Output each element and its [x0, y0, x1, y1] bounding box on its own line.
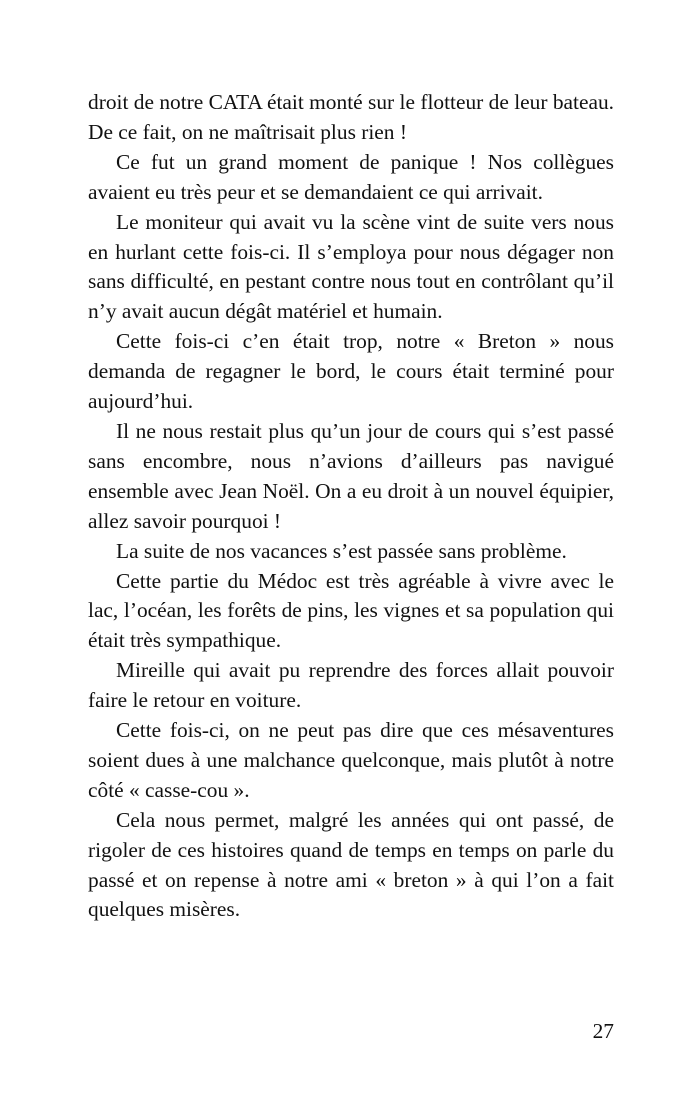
paragraph-7: Cette partie du Médoc est très agréable à vivre avec le lac, l’océan, les forêts de pins, les vignes et sa population qui était très sympathique. — [88, 568, 614, 653]
paragraph-9: Cette fois-ci, on ne peut pas dire que ces mésaventures soient dues à une malchance quelconque, mais plutôt à notre côté « casse-cou ». — [88, 718, 614, 802]
paragraph-10: Cela nous permet, malgré les années qui ont passé, de rigoler de ces histoires quand de temps en temps on parle du passé et on repense à notre ami « breton » à qui l’on a fait quelques misères. — [88, 807, 614, 922]
page-body — [88, 88, 614, 925]
paragraph-6: La suite de nos vacances s’est passée sans problème. — [116, 538, 567, 563]
paragraph-8: Mireille qui avait pu reprendre des forces allait pouvoir faire le retour en voiture. — [88, 658, 614, 713]
paragraph-3: Le moniteur qui avait vu la scène vint de suite vers nous en hurlant cette fois-ci. Il s’employa pour nous dégager non sans difficulté, en pestant contre nous tout en contrôlant qu’il n’y avait aucun dégât matériel et humain. — [88, 209, 614, 324]
paragraph-5: Il ne nous restait plus qu’un jour de cours qui s’est passé sans encombre, nous n’avions d’ailleurs pas navigué ensemble avec Jean Noël. On a eu droit à un nouvel équipier, allez savoir pourquoi ! — [88, 418, 614, 533]
paragraph-1: droit de notre CATA était monté sur le flotteur de leur bateau. De ce fait, on ne maîtrisait plus rien ! — [88, 90, 614, 144]
paragraph-2: Ce fut un grand moment de panique ! Nos collègues avaient eu très peur et se demandaient ce qui arrivait. — [88, 149, 614, 204]
page-number: 27 — [592, 1019, 614, 1043]
paragraph-4: Cette fois-ci c’en était trop, notre « Breton » nous demanda de regagner le bord, le cours était terminé pour aujourd’hui. — [88, 329, 614, 414]
